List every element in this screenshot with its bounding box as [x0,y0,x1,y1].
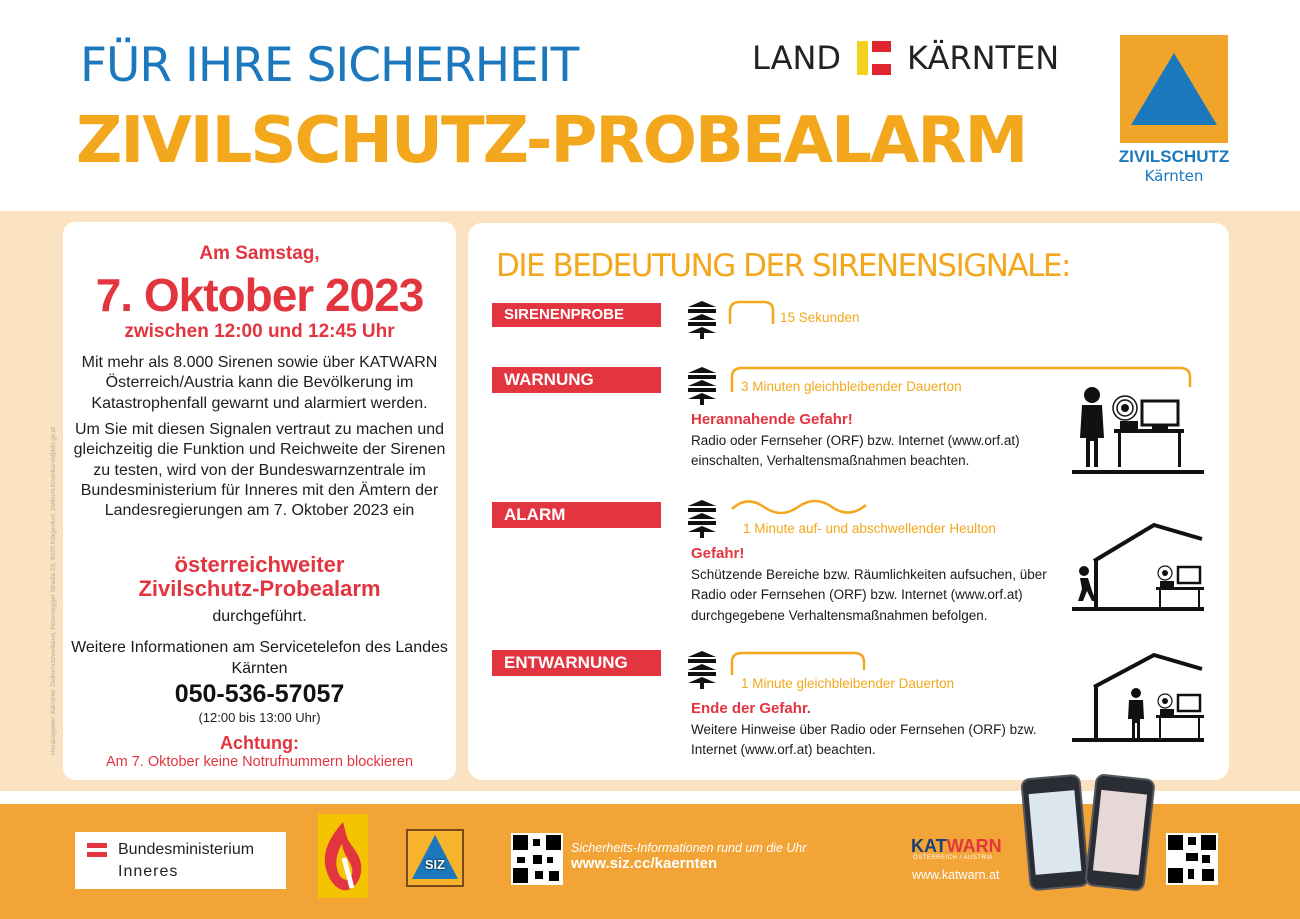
zivilschutz-triangle-icon [1120,35,1228,143]
service-phone: 050-536-57057 [174,680,345,708]
event-info-card [63,222,456,780]
signal-wave-alarm [730,495,870,519]
katwarn-phone-icon [1084,773,1155,892]
siren-icon [684,498,720,538]
signal-label-warnung: WARNUNG [492,367,661,393]
bmi-line2: Inneres [118,863,179,880]
siz-url-link[interactable]: www.siz.cc/kaernten [571,855,718,872]
qr-code-icon[interactable] [511,833,563,885]
signal-duration-alarm: 1 Minute auf- und abschwellender Heulton [743,521,996,536]
person-walking-house-icon [1070,521,1210,613]
kaernten-flag-icon [857,41,891,75]
zivilschutz-logo-region: Kärnten [1144,167,1204,185]
siz-subtitle: Sicherheits-Informationen rund um die Uhr [571,841,807,855]
attention-title: Achtung: [220,733,299,753]
event-day: Am Samstag, [199,243,320,264]
signal-duration-warnung: 3 Minuten gleichbleibender Dauerton [741,379,962,394]
service-info: Weitere Informationen am Servicetelefon des Landes Kärnten [71,639,448,677]
purpose-paragraph: Um Sie mit diesen Signalen vertraut zu machen und gleichzeitig die Funktion und Reichweite der Sirenen zu testen, wird von der Bundeswarnzentrale im Bundesministerium für Inneres mit den Ämtern der Landesregierungen am 7. Oktober 2023 ein [73,421,446,520]
highlight-line1: österreichweiter [174,552,345,577]
bmi-logo [75,832,286,889]
event-date: 7. Oktober 2023 [95,269,424,321]
signal-label-entwarnung: ENTWARNUNG [492,650,661,676]
signals-heading: DIE BEDEUTUNG DER SIRENENSIGNALE: [496,248,1070,284]
qr-code-icon[interactable] [1166,833,1218,885]
conducted-text: durchgeführt. [212,608,307,625]
kaernten-label: KÄRNTEN [907,39,1060,77]
signal-headline-entwarnung: Ende der Gefahr. [691,700,812,717]
siren-icon [684,649,720,689]
signal-headline-warnung: Herannahende Gefahr! [691,411,853,428]
signal-text-alarm: Schützende Bereiche bzw. Räumlichkeiten aufsuchen, über Radio oder Fernsehen (ORF) bzw. Internet (www.orf.at) durchgegebene Verhaltensmaßnahmen befolgen. [691,567,1047,623]
person-house-icon [1070,651,1210,745]
land-label: LAND [752,39,842,77]
signal-label-sirenenprobe: SIRENENPROBE [492,303,661,327]
zivilschutz-logo-name: ZIVILSCHUTZ [1118,147,1230,166]
signal-wave-entwarnung [730,650,868,676]
title-top: FÜR IHRE SICHERHEIT [80,38,579,93]
publisher-note: Herausgeber: Kärntner Zivilschutzverband, Rosenegger Straße 20, 9020 Klagenfurt, zivilschutzverband@ktn.gv.at [50,426,57,755]
attention-text: Am 7. Oktober keine Notrufnummern blockieren [105,754,414,770]
signal-text-warnung: Radio oder Fernseher (ORF) bzw. Internet (www.orf.at) einschalten, Verhaltensmaßnahmen beachten. [691,433,1020,469]
siren-icon [684,365,720,405]
bmi-line1: Bundesministerium [118,841,255,858]
signal-duration-entwarnung: 1 Minute gleichbleibender Dauerton [741,676,955,691]
signal-wave-sirenenprobe [728,299,776,325]
event-time: zwischen 12:00 und 12:45 Uhr [124,321,395,342]
siren-signals-card [468,223,1229,780]
title-main: ZIVILSCHUTZ-PROBEALARM [76,104,1027,178]
signal-label-alarm: ALARM [492,502,661,528]
signal-headline-alarm: Gefahr! [691,545,745,562]
siz-logo-text: SIZ [424,857,446,872]
signal-duration-sirenenprobe: 15 Sekunden [780,310,860,325]
katwarn-phone-icon [1020,774,1090,892]
siz-logo [406,829,464,887]
fire-brigade-flame-icon [318,814,368,898]
person-radio-tv-icon [1070,383,1210,478]
land-kaernten-logo [752,38,1059,78]
highlight-line2: Zivilschutz-Probealarm [138,576,381,601]
katwarn-sub: ÖSTERREICH / AUSTRIA [913,855,994,861]
katwarn-logo [911,836,1002,857]
katwarn-url-link[interactable]: www.katwarn.at [912,868,1000,882]
signal-text-entwarnung: Weitere Hinweise über Radio oder Fernsehen (ORF) bzw. Internet (www.orf.at) beachten. [691,722,1037,758]
intro-paragraph: Mit mehr als 8.000 Sirenen sowie über KATWARN Österreich/Austria kann die Bevölkerung im Katastrophenfall gewarnt und alarmiert werden. [81,354,438,412]
katwarn-logo-part2: WARN [946,836,1002,856]
katwarn-logo-part1: KAT [911,836,947,856]
service-hours: (12:00 bis 13:00 Uhr) [198,710,321,725]
siren-icon [684,299,720,339]
